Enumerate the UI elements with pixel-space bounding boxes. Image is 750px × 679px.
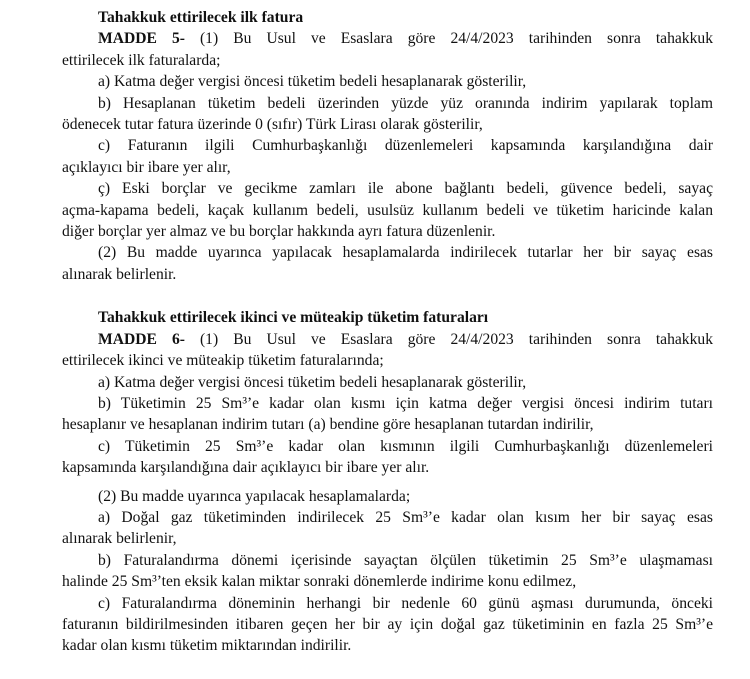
document-page <box>62 7 713 679</box>
text-line <box>62 329 713 350</box>
text-line <box>62 264 713 285</box>
line-text: halinde 25 Sm³’ten eksik kalan miktar sonraki dönemlerde indirime konu edilmez, <box>62 573 577 591</box>
text-line <box>62 550 713 571</box>
text-line <box>62 114 713 135</box>
text-line <box>62 593 713 614</box>
line-text: kadar olan kısmı tüketim miktarından indirilir. <box>62 637 352 655</box>
line-text: b) Faturalandırma dönemi içerisinde sayaçtan ölçülen tüketimin 25 Sm³’e ulaşmaması <box>98 551 713 569</box>
text-line <box>62 178 713 199</box>
line-text: b) Tüketimin 25 Sm³’e kadar olan kısmı için katma değer vergisi öncesi indirim tutarı <box>98 394 713 412</box>
line-text: ettirilecek ikinci ve müteakip tüketim faturalarında; <box>62 352 384 370</box>
paragraph <box>62 28 713 71</box>
text-line <box>62 457 713 478</box>
text-line <box>62 28 713 49</box>
article-number: MADDE 6- <box>98 330 185 348</box>
paragraph <box>62 550 713 593</box>
line-text: ödenecek tutar fatura üzerinde 0 (sıfır) Türk Lirası olarak gösterilir, <box>62 116 483 134</box>
line-text: (2) Bu madde uyarınca yapılacak hesaplamalarda; <box>98 487 411 505</box>
paragraph <box>62 436 713 479</box>
text-line <box>62 157 713 178</box>
text-line <box>62 393 713 414</box>
text-line <box>62 528 713 549</box>
line-text: a) Katma değer vergisi öncesi tüketim bedeli hesaplanarak gösterilir, <box>98 373 527 391</box>
line-text: kapsamında karşılandığına dair açıklayıcı bir ibare yer alır. <box>62 459 430 477</box>
paragraph <box>62 593 713 657</box>
text-line <box>62 350 713 371</box>
line-text: c) Faturalandırma döneminin herhangi bir nedenle 60 günü aşması durumunda, önceki <box>98 594 713 612</box>
line-text: alınarak belirlenir. <box>62 265 177 283</box>
text-line <box>62 486 713 507</box>
paragraph <box>62 93 713 136</box>
text-line <box>62 436 713 457</box>
paragraph <box>62 393 713 436</box>
document-section <box>62 7 713 285</box>
line-text: (1) Bu Usul ve Esaslara göre 24/4/2023 tarihinden sonra tahakkuk <box>199 30 713 48</box>
text-line <box>62 614 713 635</box>
document-section <box>62 307 713 657</box>
text-line <box>62 71 713 92</box>
text-line <box>62 414 713 435</box>
paragraph <box>62 178 713 242</box>
text-line <box>62 507 713 528</box>
paragraph <box>62 242 713 285</box>
paragraph <box>62 486 713 507</box>
line-text: diğer borçlar yer almaz ve bu borçlar hakkında ayrı fatura düzenlenir. <box>62 223 496 241</box>
text-line <box>62 93 713 114</box>
paragraph <box>62 329 713 372</box>
paragraph <box>62 507 713 550</box>
text-line <box>62 50 713 71</box>
line-text: ettirilecek ilk faturalarda; <box>62 51 221 69</box>
text-line <box>62 372 713 393</box>
line-text: açma-kapama bedeli, kaçak kullanım bedeli, usulsüz kullanım bedeli ve tüketim haricinde kalan <box>62 201 713 219</box>
paragraph <box>62 135 713 178</box>
line-text: açıklayıcı bir ibare yer alır, <box>62 158 231 176</box>
text-line <box>62 242 713 263</box>
line-text: ç) Eski borçlar ve gecikme zamları ile abone bağlantı bedeli, güvence bedeli, sayaç <box>98 180 713 198</box>
text-line <box>62 135 713 156</box>
text-line <box>62 221 713 242</box>
section-heading: Tahakkuk ettirilecek ilk fatura <box>98 9 304 26</box>
line-text: alınarak belirlenir, <box>62 530 177 548</box>
line-text: faturanın bildirilmesinden itibaren geçen her bir ay için doğal gaz tüketiminin en fazla 25 Sm³’e <box>62 615 713 633</box>
article-number: MADDE 5- <box>98 30 185 48</box>
paragraph <box>62 71 713 92</box>
line-text: c) Tüketimin 25 Sm³’e kadar olan kısmının ilgili Cumhurbaşkanlığı düzenlemeleri <box>98 437 713 455</box>
text-line <box>62 200 713 221</box>
line-text: (2) Bu madde uyarınca yapılacak hesaplamalarda indirilecek tutarlar her bir sayaç esas <box>98 244 713 262</box>
line-text: a) Doğal gaz tüketiminden indirilecek 25 Sm³’e kadar olan kısım her bir sayaç esas <box>98 508 713 526</box>
paragraph <box>62 372 713 393</box>
line-text: c) Faturanın ilgili Cumhurbaşkanlığı düzenlemeleri kapsamında karşılandığına dair <box>98 137 713 155</box>
line-text: a) Katma değer vergisi öncesi tüketim bedeli hesaplanarak gösterilir, <box>98 73 527 91</box>
line-text: hesaplanır ve hesaplanan indirim tutarı (a) bendine göre hesaplanan tutardan indirilir, <box>62 416 594 434</box>
text-line <box>62 571 713 592</box>
text-line <box>62 635 713 656</box>
line-text: b) Hesaplanan tüketim bedeli üzerinden yüzde yüz oranında indirim yapılarak toplam <box>98 94 713 112</box>
section-heading: Tahakkuk ettirilecek ikinci ve müteakip tüketim faturaları <box>98 309 489 327</box>
line-text: (1) Bu Usul ve Esaslara göre 24/4/2023 tarihinden sonra tahakkuk <box>199 330 713 348</box>
